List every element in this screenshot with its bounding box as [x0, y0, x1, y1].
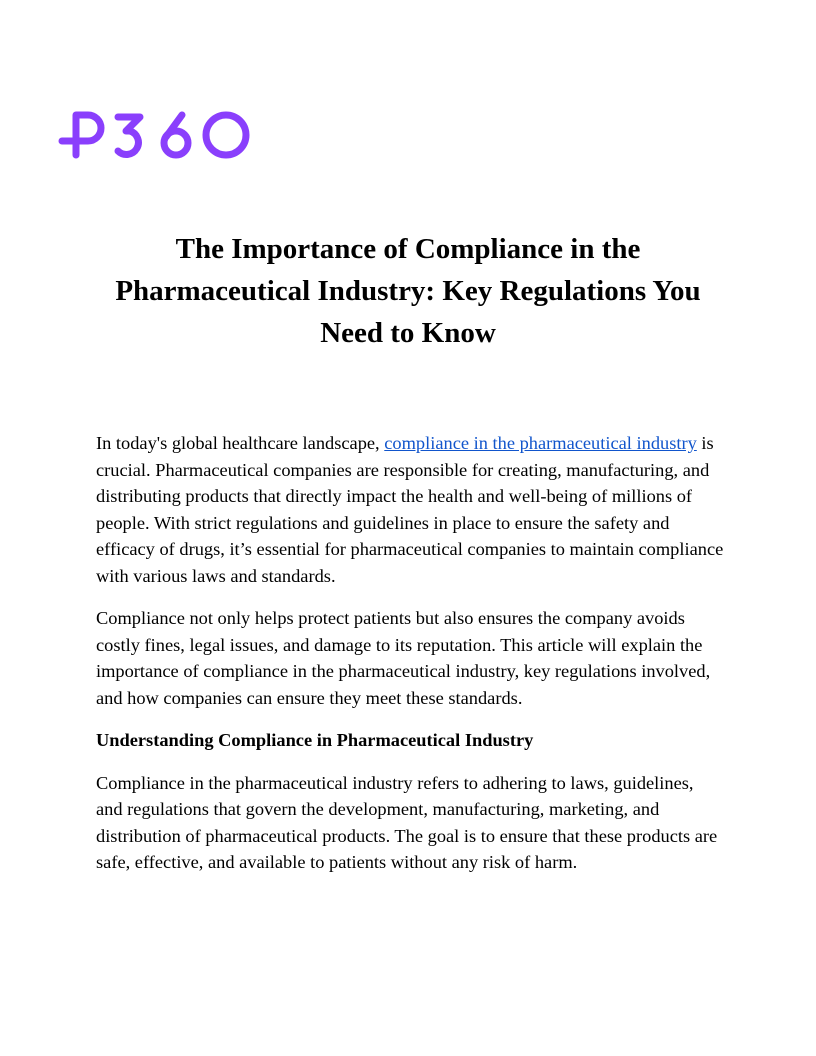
document-body — [96, 430, 724, 892]
intro-text-after: is crucial. Pharmaceutical companies are responsible for creating, manufacturing, and distributing products that directly impact the health and well-being of millions of people. With strict regulations and guidelines in place to ensure the safety and efficacy of drugs, it’s essential for pharmaceutical companies to maintain compliance with various laws and standards. — [96, 433, 724, 586]
compliance-link[interactable]: compliance in the pharmaceutical industry — [384, 433, 697, 453]
second-paragraph: Compliance not only helps protect patients but also ensures the company avoids costly fines, legal issues, and damage to its reputation. This article will explain the importance of compliance in the pharmaceutical industry, key regulations involved, and how companies can ensure they meet these standards. — [96, 608, 711, 708]
document-title: The Importance of Compliance in the Pharmaceutical Industry: Key Regulations You Need to Know — [115, 233, 701, 349]
p360-logo — [56, 105, 256, 163]
section-paragraph: Compliance in the pharmaceutical industry refers to adhering to laws, guidelines, and regulations that govern the development, manufacturing, marketing, and distribution of pharmaceutical products. The goal is to ensure that these products are safe, effective, and available to patients without any risk of harm. — [96, 772, 718, 872]
p360-logo-mark — [56, 105, 256, 163]
intro-paragraph — [96, 430, 724, 589]
intro-text-before: In today's global healthcare landscape, — [96, 433, 385, 453]
section-heading: Understanding Compliance in Pharmaceutical Industry — [96, 730, 534, 750]
